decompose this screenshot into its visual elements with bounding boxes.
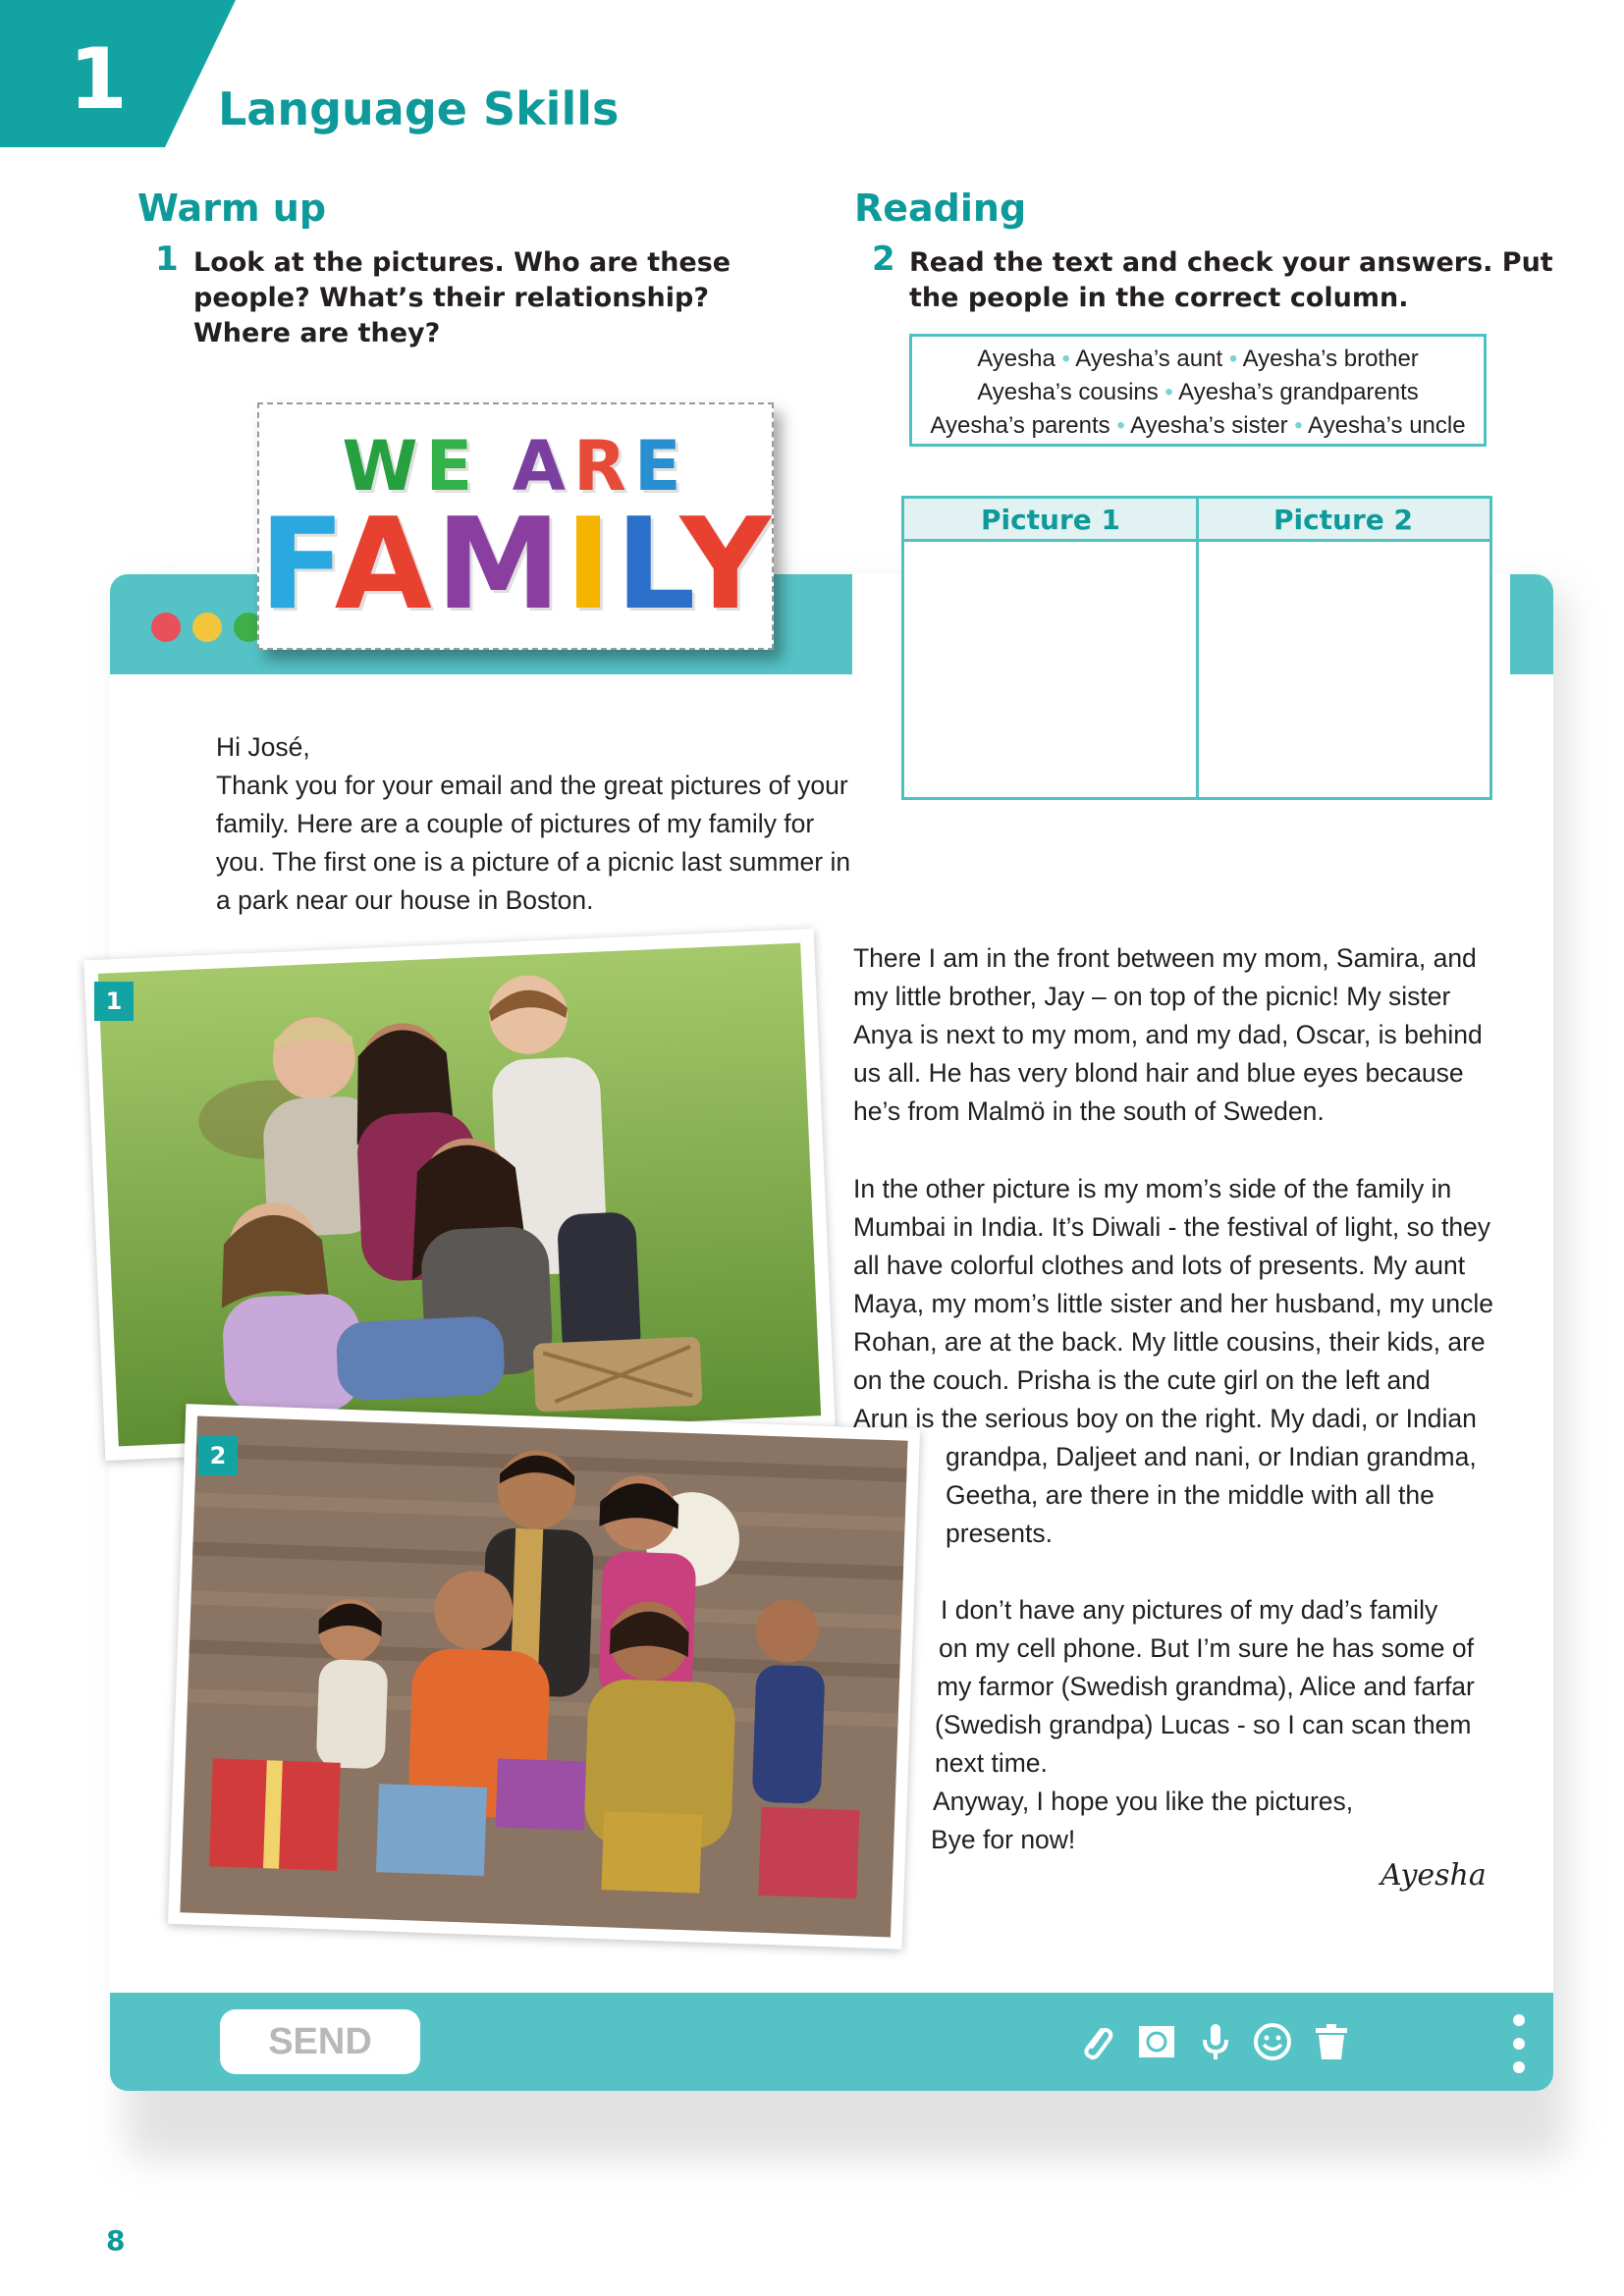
sign-family-text xyxy=(259,492,775,638)
more-vertical-icon[interactable] xyxy=(1512,2012,1526,2075)
reading-instructions: Read the text and check your answers. Put the people in the correct column. xyxy=(909,247,1553,313)
sign-letter: E xyxy=(425,426,481,507)
sign-letter: W xyxy=(342,426,426,507)
unit-number: 1 xyxy=(69,30,128,129)
word-box xyxy=(909,334,1487,447)
diwali-family-illustration xyxy=(168,1404,920,1949)
sign-letter: M xyxy=(435,492,566,638)
sign-letter: F xyxy=(259,492,335,638)
sign-letter: Y xyxy=(679,492,776,638)
letter-paragraph-1: There I am in the front between my mom, Samira, and my little brother, Jay – on top of the picnic! My sister Anya is next to my mom, and my dad, Oscar, is behind us all. He has very blond hair and blue eyes because he’s from Malmö in the south of Sweden. xyxy=(853,943,1483,1126)
word-box-row: Ayesha • Ayesha’s aunt • Ayesha’s brother xyxy=(977,346,1419,372)
letter-paragraph-2: In the other picture is my mom’s side of the family in Mumbai in India. It’s Diwali - the festival of light, so they all have colorful clothes and lots of presents. My aunt Maya, my mom’s little sister and her husband, my uncle Rohan, are at the back. My little cousins, their kids, are on the couch. Prisha is the cute girl on the left and Arun is the serious boy on the right. My dadi, or Indian grandpa, Daljeet and nani, or Indian grandma, Geetha, are there in the middle with all the presents. xyxy=(853,1174,1493,1548)
picture-table xyxy=(901,496,1492,800)
picnic-family-illustration xyxy=(83,929,836,1461)
window-title-bar-right xyxy=(1510,574,1553,674)
sign-letter: R xyxy=(572,426,634,507)
smiley-icon[interactable] xyxy=(1251,2020,1294,2063)
unit-title: Language Skills xyxy=(218,82,620,135)
sign-line-we-are xyxy=(259,426,772,507)
reading-title: Reading xyxy=(854,187,1027,230)
we-are-family-sign xyxy=(257,402,774,650)
page-number: 8 xyxy=(106,2224,126,2257)
picture-2-header: Picture 2 xyxy=(1197,499,1489,542)
microphone-icon[interactable] xyxy=(1194,2020,1237,2063)
photo-diwali xyxy=(168,1404,920,1949)
warmup-title: Warm up xyxy=(137,187,327,230)
sign-letter: A xyxy=(334,492,436,638)
picture-1-header: Picture 1 xyxy=(904,499,1197,542)
paperclip-icon[interactable] xyxy=(1074,2020,1117,2063)
table-divider xyxy=(1196,499,1199,797)
reading-exercise-number: 2 xyxy=(872,240,895,279)
camera-icon[interactable] xyxy=(1135,2020,1178,2063)
close-window-button[interactable] xyxy=(151,613,181,642)
sign-letter: A xyxy=(512,426,573,507)
photo-1-tag: 1 xyxy=(94,982,134,1021)
signature: Ayesha xyxy=(1380,1858,1487,1893)
photo-picnic xyxy=(83,929,836,1461)
warmup-exercise-number: 1 xyxy=(155,240,179,279)
photo-2-tag: 2 xyxy=(198,1436,238,1475)
sign-line-family xyxy=(259,492,776,638)
word-box-row: Ayesha’s parents • Ayesha’s sister • Ayesha’s uncle xyxy=(930,412,1466,439)
sign-letter: E xyxy=(633,426,689,507)
word-box-row: Ayesha’s cousins • Ayesha’s grandparents xyxy=(977,379,1419,405)
send-button[interactable]: SEND xyxy=(220,2009,420,2074)
letter-intro: Hi José, Thank you for your email and the great pictures of your family. Here are a couple of pictures of my family for you. The first one is a picture of a picnic last summer in a park near our house in Boston. xyxy=(216,732,851,915)
letter-paragraph-3: I don’t have any pictures of my dad’s family on my cell phone. But I’m sure he has some of my farmor (Swedish grandma), Alice and farfar (Swedish grandpa) Lucas - so I can scan them next time. Anyway, I hope you like the pictures, Bye for now! xyxy=(931,1595,1475,1854)
minimize-window-button[interactable] xyxy=(192,613,222,642)
warmup-instructions: Look at the pictures. Who are these people? What’s their relationship? Where are they? xyxy=(193,247,731,348)
sign-letter: I xyxy=(565,492,616,638)
trash-icon[interactable] xyxy=(1310,2020,1353,2063)
sign-letter: L xyxy=(615,492,680,638)
